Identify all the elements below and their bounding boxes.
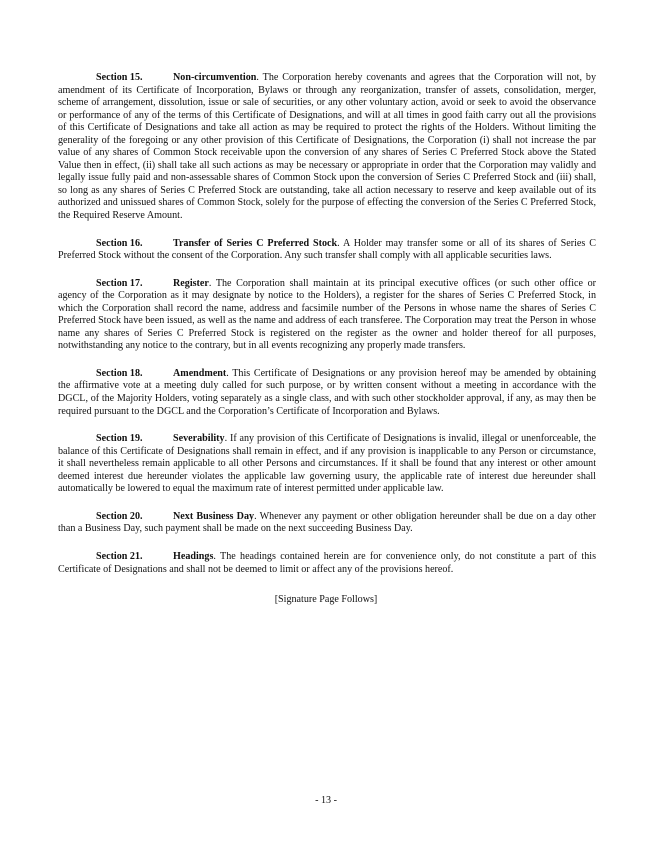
- section-title: Amendment: [173, 367, 227, 379]
- section-number: Section 16.: [96, 237, 143, 249]
- section-title: Transfer of Series C Preferred Stock: [173, 237, 338, 249]
- section-title: Register: [173, 277, 209, 289]
- section-title: Next Business Day: [173, 510, 255, 522]
- page-number: - 13 -: [315, 795, 337, 806]
- section-16: [58, 238, 596, 263]
- section-number: Section 20.: [96, 510, 143, 522]
- section-text: . Whenever any payment or other obligation hereunder shall be due on a day other than a Business Day, such payment shall be made on the next succeeding Business Day.: [58, 510, 596, 535]
- section-title: Headings: [173, 550, 214, 562]
- signature-page-note: [Signature Page Follows]: [274, 594, 378, 605]
- section-number: Section 18.: [96, 367, 143, 379]
- section-15: [58, 72, 596, 223]
- section-number: Section 21.: [96, 550, 143, 562]
- section-text: . A Holder may transfer some or all of its shares of Series C Preferred Stock without the consent of the Corporation. Any such transfer shall comply with all applicable securities laws.: [58, 237, 596, 262]
- section-number: Section 15.: [96, 72, 143, 83]
- section-21: [58, 551, 596, 576]
- section-number: Section 19.: [96, 433, 143, 445]
- section-text: . The Corporation hereby covenants and agrees that the Corporation will not, by amendment of its Certificate of Incorporation, Bylaws or through any reorganization, transfer of assets, consolidation, merger, scheme of arrangement, dissolution, issue or sale of securities, or any other voluntary action, avoid or seek to avoid the observance or performance of any of the terms of this Certificate of Designations, and will at all times in good faith carry out all the provisions of this Certificate of Designations and take all action as may be required to protect the rights of the Holders. Without limiting the generality of the foregoing or any other provision of this Certificate of Designations, the Corporation (i) shall not increase the par value of any shares of Common Stock receivable upon the conversion of any shares of Series C Preferred Stock above the Stated Value then in effect, (ii) shall take all such actions as may be necessary or appropriate in order that the Corporation may validly and legally issue fully paid and non-assessable shares of Common Stock upon the conversion of Series C Preferred Stock and (iii) shall, so long as any shares of Series C Preferred Stock are outstanding, take all action necessary to reserve and keep available out of its authorized and unissued shares of Common Stock, solely for the purpose of effecting the conversion of the Series C Preferred Stock, the Required Reserve Amount.: [58, 72, 596, 222]
- section-18: [58, 368, 596, 418]
- section-19: [58, 433, 596, 496]
- section-text: . If any provision of this Certificate of Designations is invalid, illegal or unenforceable, the balance of this Certificate of Designations shall remain in effect, and if any provision is inapplicable to any Person or circumstance, it shall nevertheless remain applicable to all other Persons and circumstances. If it shall be found that any interest or other amount deemed interest due hereunder violates the applicable law governing usury, the applicable rate of interest due hereunder shall automatically be lowered to equal the maximum rate of interest permitted under applicable law.: [58, 433, 596, 495]
- section-text: . This Certificate of Designations or any provision hereof may be amended by obtaining the affirmative vote at a meeting duly called for such purpose, or by written consent without a meeting in accordance with the DGCL, of the Majority Holders, voting separately as a single class, and with such other stockholder approval, if any, as may then be required pursuant to the DGCL and the Corporation’s Certificate of Incorporation and Bylaws.: [58, 367, 596, 417]
- section-20: [58, 511, 596, 536]
- section-title: Severability: [173, 433, 225, 445]
- section-title: Non-circumvention: [173, 72, 257, 83]
- section-17: [58, 278, 596, 353]
- section-text: . The headings contained herein are for convenience only, do not constitute a part of this Certificate of Designations and shall not be deemed to limit or affect any of the provisions hereof.: [58, 550, 596, 575]
- document-body: [58, 72, 596, 591]
- section-text: . The Corporation shall maintain at its principal executive offices (or such other office or agency of the Corporation as it may designate by notice to the Holders), a register for the shares of Series C Preferred Stock, in which the Corporation shall record the name, address and facsimile number of the Persons in whose name the shares of Series C Preferred Stock have been issued, as well as the name and address of each transferee. The Corporation may treat the Person in whose name any shares of Series C Preferred Stock is registered on the register as the owner and holder thereof for all purposes, notwithstanding any notice to the contrary, but in all events recognizing any properly made transfers.: [58, 277, 596, 352]
- section-number: Section 17.: [96, 277, 143, 289]
